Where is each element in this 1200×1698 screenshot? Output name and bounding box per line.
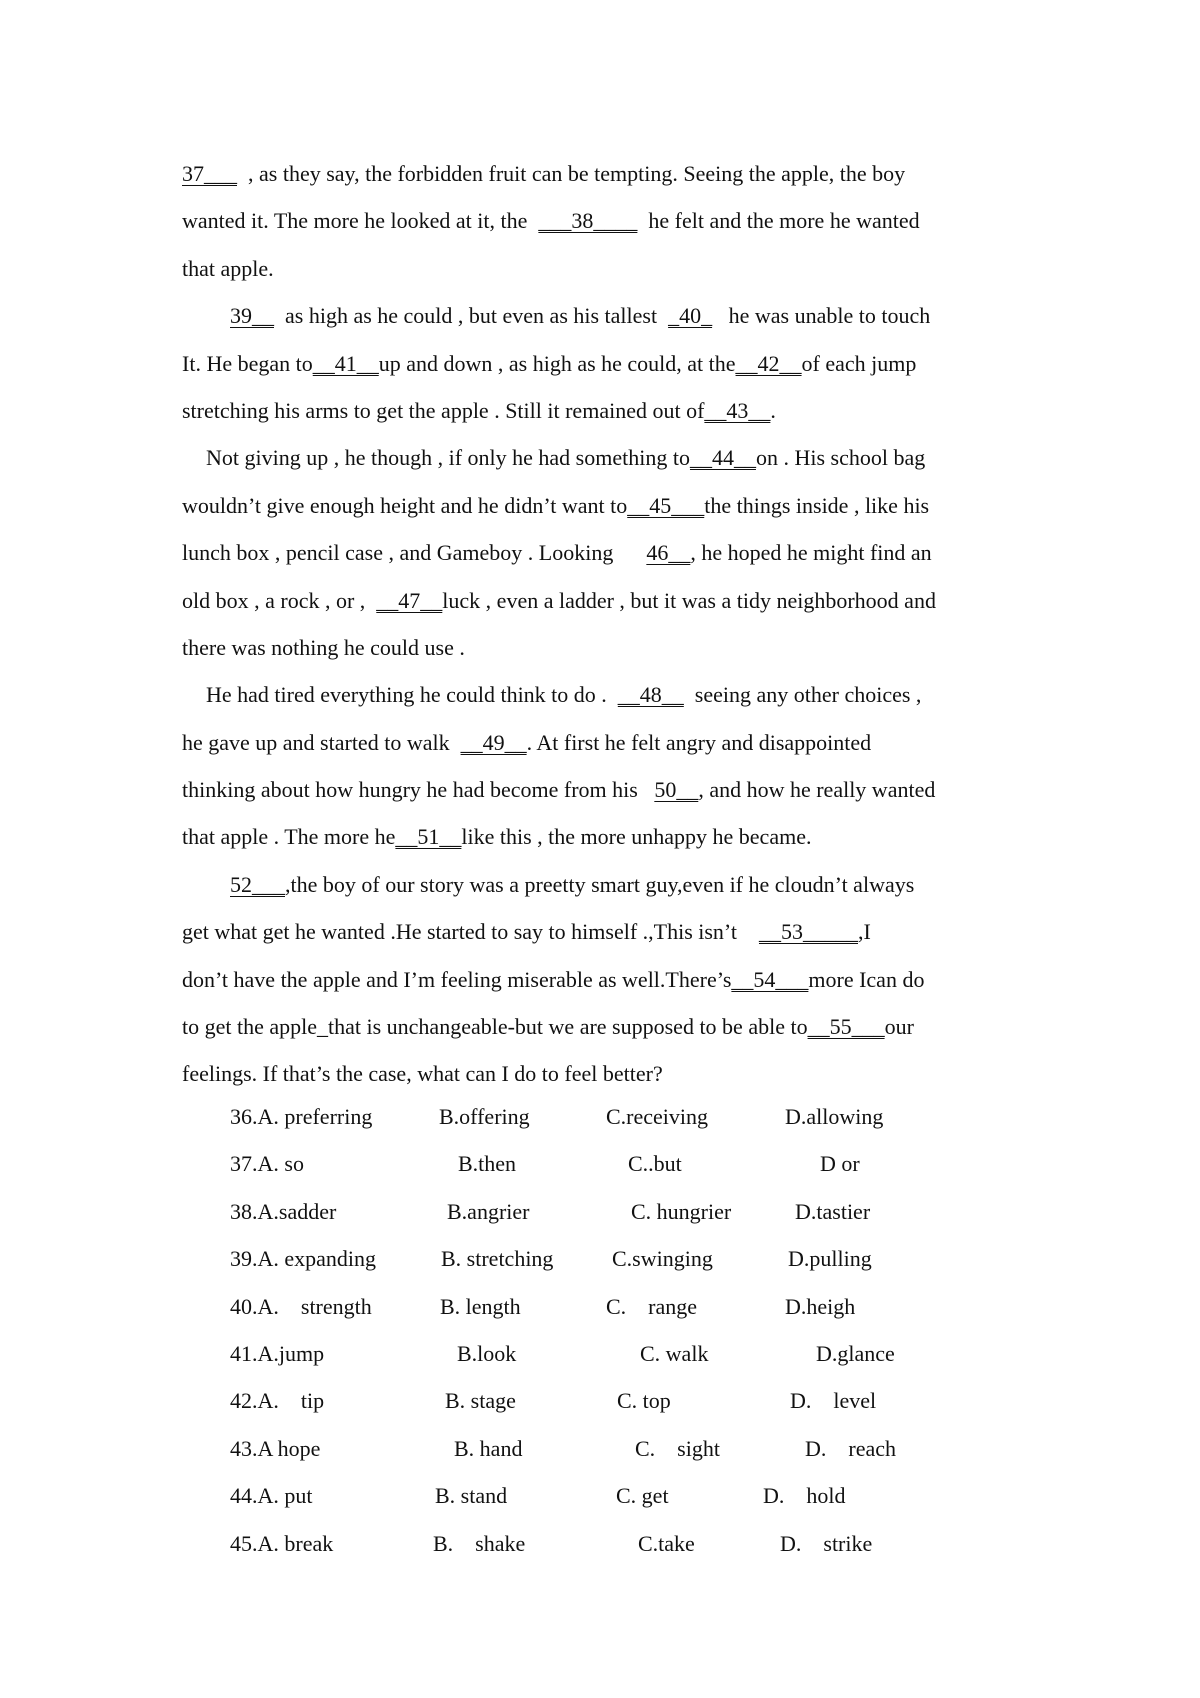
passage-text: of each jump [801,350,917,376]
answer-blank: 39__ [230,303,274,329]
option-d: D or [820,1151,860,1177]
passage-line [182,577,1062,624]
option-d: D.allowing [785,1104,884,1129]
option-c: C.swinging [612,1246,713,1272]
passage-text: our [884,1014,914,1040]
option-a: 38.A.sadder [230,1198,337,1224]
passage-text: there was nothing he could use . [182,634,465,660]
option-c: C..but [628,1151,682,1177]
passage-line [182,529,1062,576]
passage-text: he felt and the more he wanted [637,208,920,234]
passage-line [182,387,1062,434]
option-d: D. strike [780,1530,873,1556]
option-a: 37.A. so [230,1151,304,1177]
answer-blank: 52___ [230,871,285,897]
passage-line [182,482,1062,529]
passage-text: stretching his arms to get the apple . Still it remained out of [182,397,705,423]
answer-blank: 46__ [646,540,691,566]
passage-text: to get the apple_that is unchangeable-but we are supposed to be able to [182,1014,808,1040]
passage-text: the things inside , like his [704,492,930,518]
option-row-36 [230,1093,1030,1140]
option-row-38 [230,1188,1030,1235]
answer-blank: __51__ [395,824,462,850]
passage-text: Not giving up , he though , if only he had something to [206,445,690,471]
option-row-44 [230,1472,1030,1519]
option-d: D. hold [763,1483,846,1509]
option-b: B.then [458,1151,517,1177]
answer-blank: __49__ [460,729,527,755]
passage-line [182,1003,1062,1050]
answer-blank: __53_____ [758,919,858,945]
passage-line [182,671,1062,718]
passage-text: ,the boy of our story was a preetty smart guy,even if he cloudn’t always [285,871,915,897]
answer-blank: ___38____ [538,208,638,234]
passage-text: old box , a rock , or , [182,587,377,613]
option-a: 40.A. strength [230,1293,372,1319]
passage-line [182,624,1062,671]
answer-blank: __47__ [376,587,443,613]
option-a: 45.A. break [230,1530,334,1556]
option-c: C. range [606,1293,698,1319]
passage-line [182,292,1062,339]
passage-text: that apple. [182,255,274,281]
option-a: 36.A. preferring [230,1104,373,1129]
option-a: 44.A. put [230,1483,313,1509]
passage-line [182,956,1062,1003]
passage-line [182,861,1062,908]
option-row-39 [230,1235,1030,1282]
option-a: 42.A. tip [230,1388,325,1414]
option-b: B. stand [435,1483,508,1509]
option-b: B. length [440,1293,521,1319]
passage-text: wouldn’t give enough height and he didn’t want to [182,492,628,518]
passage-text: It. He began to [182,350,313,376]
option-b: B. stage [445,1388,516,1414]
passage-text: as high as he could , but even as his tallest [274,303,669,329]
passage-text: he gave up and started to walk [182,729,461,755]
option-d: D. reach [805,1435,897,1461]
passage-text: seeing any other choices , [683,682,922,708]
passage-line [182,150,1062,197]
passage-line [182,197,1062,244]
answer-blank: __48__ [617,682,684,708]
passage-text: don’t have the apple and I’m feeling miserable as well.There’s [182,966,732,992]
option-c: C.take [638,1530,695,1556]
passage-line [182,908,1062,955]
passage-text: up and down , as high as he could, at the [378,350,736,376]
passage-text: , as they say, the forbidden fruit can be tempting. Seeing the apple, the boy [237,161,906,186]
option-a: 41.A.jump [230,1340,325,1366]
option-c: C. hungrier [631,1198,732,1224]
passage-text: more Ican do [808,966,925,992]
option-b: B. hand [454,1435,523,1461]
option-row-41 [230,1330,1030,1377]
option-c: C.receiving [606,1104,709,1129]
answer-blank: __45___ [627,492,705,518]
option-d: D.glance [816,1340,895,1366]
passage-text: on . His school bag [755,445,926,471]
passage-text: that apple . The more he [182,824,396,850]
option-a: 39.A. expanding [230,1246,377,1272]
option-b: B.look [457,1340,517,1366]
option-b: B. stretching [441,1246,554,1272]
option-row-40 [230,1283,1030,1330]
passage-text: get what get he wanted .He started to say to himself .,This isn’t [182,919,759,945]
passage-text: he was unable to touch [712,303,931,329]
option-b: B.offering [439,1104,530,1129]
passage-text: ,I [857,919,871,945]
option-c: C. top [617,1388,671,1414]
answer-blank: _40_ [668,303,713,329]
passage-line [182,434,1062,481]
passage-line [182,766,1062,813]
passage-text: , he hoped he might find an [690,540,932,566]
option-c: C. walk [640,1340,709,1366]
option-b: B.angrier [447,1198,530,1224]
passage-text: feelings. If that’s the case, what can I do to feel better? [182,1061,663,1087]
option-d: D. level [790,1388,877,1414]
answer-blank: 50__ [654,777,699,803]
option-row-42 [230,1377,1030,1424]
answer-blank: __42__ [735,350,802,376]
passage-text: , and how he really wanted [698,777,936,803]
answer-blank: __41__ [312,350,379,376]
answer-blank: __54___ [731,966,809,992]
cloze-passage [182,150,1062,1098]
answer-blank: __44__ [689,445,756,471]
answer-blank: __43__ [704,397,771,423]
option-d: D.tastier [795,1198,871,1224]
passage-text: thinking about how hungry he had become from his [182,777,655,803]
option-d: D.heigh [785,1293,856,1319]
answer-options [230,1093,1030,1567]
passage-line [182,719,1062,766]
passage-line [182,340,1062,387]
passage-text: luck , even a ladder , but it was a tidy neighborhood and [442,587,936,613]
option-row-43 [230,1425,1030,1472]
option-d: D.pulling [788,1246,872,1272]
option-c: C. sight [635,1435,720,1461]
passage-text: wanted it. The more he looked at it, the [182,208,539,234]
passage-line [182,1050,1062,1097]
passage-line [182,813,1062,860]
option-b: B. shake [433,1530,526,1556]
passage-line [182,245,1062,292]
passage-text: . At first he felt angry and disappointed [526,729,872,755]
passage-text: He had tired everything he could think to do . [206,682,618,708]
answer-blank: 37___ [182,161,237,186]
option-a: 43.A hope [230,1435,321,1461]
option-c: C. get [616,1483,669,1509]
passage-text: like this , the more unhappy he became. [461,824,812,850]
option-row-45 [230,1520,1030,1567]
passage-text: . [770,397,776,423]
passage-text: lunch box , pencil case , and Gameboy . Looking [182,540,647,566]
option-row-37 [230,1140,1030,1187]
answer-blank: __55___ [807,1014,885,1040]
